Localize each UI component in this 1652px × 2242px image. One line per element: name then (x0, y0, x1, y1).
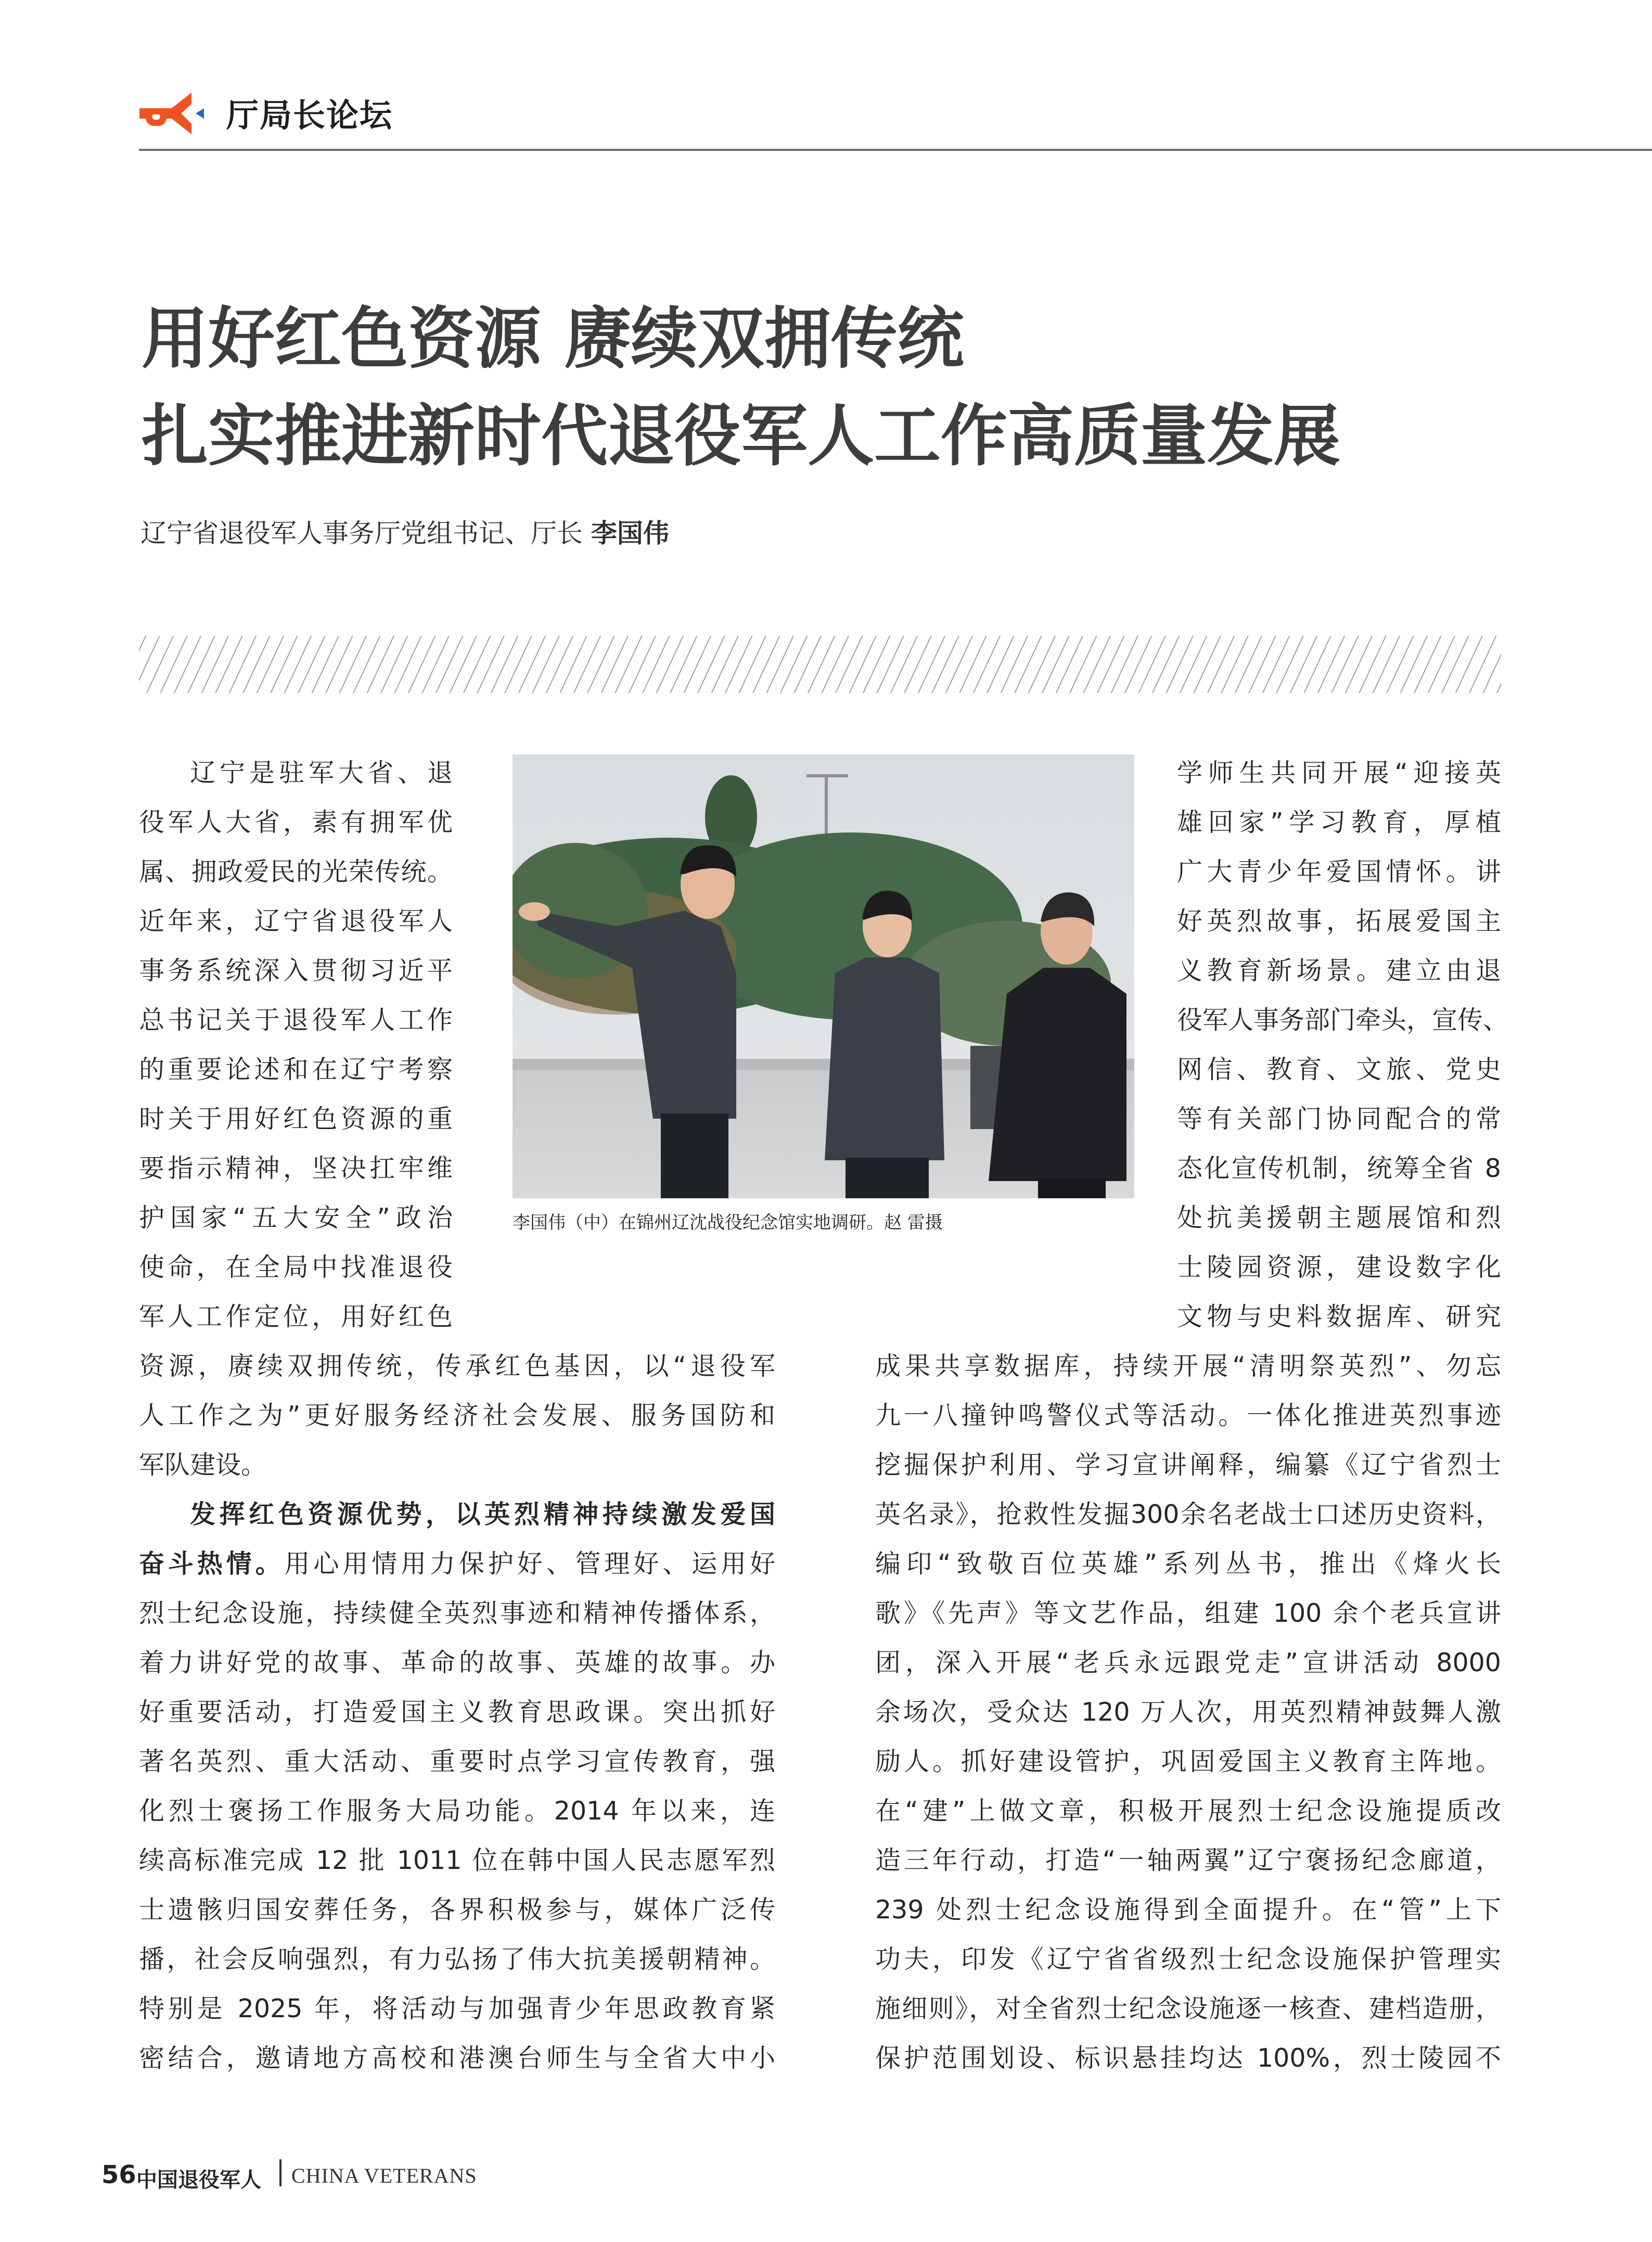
text-line: 学师生共同开展“迎接英 (1177, 758, 1501, 788)
byline (140, 513, 669, 550)
text-line: 挖掘保护利用、学习宣讲阐释，编纂《辽宁省烈士 (875, 1450, 1501, 1480)
text-line: 役军人事务部门牵头，宣传、 (1177, 1005, 1509, 1035)
text-line: 励人。抓好建设管护，巩固爱国主义教育主阵地。 (875, 1747, 1501, 1776)
text-line: 处抗美援朝主题展馆和烈 (1177, 1203, 1501, 1233)
text-line: 人工作之为”更好服务经济社会发展、服务国防和 (139, 1401, 775, 1430)
text-line: 好英烈故事，拓展爱国主 (1177, 906, 1501, 936)
text-line: 烈士纪念设施，持续健全英烈事迹和精神传播体系， (139, 1598, 775, 1628)
text-line: 播，社会反响强烈，有力弘扬了伟大抗美援朝精神。 (139, 1944, 775, 1974)
text-line: 九一八撞钟鸣警仪式等活动。一体化推进英烈事迹 (875, 1401, 1501, 1430)
text-line: 义教育新场景。建立由退 (1177, 956, 1501, 985)
text-line: 施细则》，对全省烈士纪念设施逐一核查、建档造册， (875, 1994, 1501, 2023)
article-photo (513, 754, 1134, 1198)
text-line: 编印“致敬百位英雄”系列丛书，推出《烽火长 (875, 1549, 1501, 1579)
text-line: 辽宁是驻军大省、退 (190, 758, 453, 788)
text-line: 续高标准完成 12 批 1011 位在韩中国人民志愿军烈 (139, 1846, 775, 1875)
text-line: 好重要活动，打造爱国主义教育思政课。突出抓好 (139, 1697, 775, 1727)
body-column-left-bottom (139, 1341, 775, 2083)
text-line: 军队建设。 (139, 1450, 267, 1480)
photo-caption: 李国伟（中）在锦州辽沈战役纪念馆实地调研。赵 雷摄 (513, 1212, 943, 1233)
text-line: 时关于用好红色资源的重 (139, 1104, 453, 1134)
text-line: 使命，在全局中找准退役 (139, 1252, 453, 1282)
text-line: 英名录》，抢救性发掘300余名老战士口述历史资料， (875, 1500, 1501, 1529)
text-line: 余场次，受众达 120 万人次，用英烈精神鼓舞人激 (875, 1697, 1501, 1727)
text-line: 著名英烈、重大活动、重要时点学习宣传教育，强 (139, 1747, 775, 1776)
byline-role: 辽宁省退役军人事务厅党组书记、厅长 (140, 518, 591, 548)
header-divider (139, 149, 1652, 151)
magazine-name-cn: 中国退役军人 (136, 2168, 261, 2192)
text-line: 的重要论述和在辽宁考察 (139, 1055, 453, 1084)
text-line: 成果共享数据库，持续开展“清明祭英烈”、勿忘 (875, 1351, 1501, 1381)
text-line: 化烈士褒扬工作服务大局功能。2014 年以来，连 (139, 1796, 775, 1826)
text-line: 团，深入开展“老兵永远跟党走”宣讲活动 8000 (875, 1648, 1501, 1677)
text-line: 要指示精神，坚决扛牢维 (139, 1154, 453, 1183)
text-line: 密结合，邀请地方高校和港澳台师生与全省大中小 (139, 2043, 775, 2073)
text-line: 网信、教育、文旅、党史 (1177, 1055, 1501, 1084)
article-title-line-1: 用好红色资源 赓续双拥传统 (142, 300, 964, 378)
text-line: 保护范围划设、标识悬挂均达 100%，烈士陵园不 (875, 2043, 1501, 2073)
footer-separator (279, 2159, 281, 2186)
article-title-line-2: 扎实推进新时代退役军人工作高质量发展 (142, 398, 1341, 475)
section-label: 厅局长论坛 (226, 96, 393, 134)
section-heading-end: 奋斗热情。 (139, 1549, 285, 1579)
magazine-name-en: CHINA VETERANS (291, 2164, 477, 2187)
text-line: 等有关部门协同配合的常 (1177, 1104, 1501, 1134)
body-column-left-top (139, 748, 453, 1341)
text-line: 士陵园资源，建设数字化 (1177, 1252, 1501, 1282)
photo-illustration (513, 754, 1134, 1198)
text-line: 造三年行动，打造“一轴两翼”辽宁褒扬纪念廊道， (875, 1846, 1501, 1875)
text-line: 文物与史料数据库、研究 (1177, 1302, 1501, 1331)
decorative-hatch-band (139, 636, 1501, 693)
text-run: 用心用情用力保护好、管理好、运用好 (284, 1549, 775, 1579)
body-column-right-top (1177, 748, 1509, 1341)
text-line: 态化宣传机制，统筹全省 8 (1177, 1154, 1501, 1183)
text-line: 事务系统深入贯彻习近平 (139, 956, 453, 985)
section-heading: 发挥红色资源优势，以英烈精神持续激发爱国 (190, 1500, 775, 1529)
text-line: 歌》《先声》等文艺作品，组建 100 余个老兵宣讲 (875, 1598, 1501, 1628)
text-line: 特别是 2025 年，将活动与加强青少年思政教育紧 (139, 1994, 775, 2023)
text-line: 护国家“五大安全”政治 (139, 1203, 453, 1233)
text-line: 役军人大省，素有拥军优 (139, 808, 453, 837)
text-line: 功夫，印发《辽宁省省级烈士纪念设施保护管理实 (875, 1944, 1501, 1974)
text-line: 着力讲好党的故事、革命的故事、英雄的故事。办 (139, 1648, 775, 1677)
text-line: 总书记关于退役军人工作 (139, 1005, 453, 1035)
magazine-logo-icon (139, 93, 204, 134)
text-line: 士遗骸归国安葬任务，各界积极参与，媒体广泛传 (139, 1895, 775, 1925)
text-line: 雄回家”学习教育，厚植 (1177, 808, 1501, 837)
body-column-right-bottom (875, 1341, 1501, 2083)
text-line: 属、拥政爱民的光荣传统。 (139, 857, 453, 887)
text-line: 239 处烈士纪念设施得到全面提升。在“管”上下 (875, 1895, 1501, 1925)
text-line: 资源，赓续双拥传统，传承红色基因，以“退役军 (139, 1351, 775, 1381)
text-line: 在“建”上做文章，积极开展烈士纪念设施提质改 (875, 1796, 1501, 1826)
text-line: 军人工作定位，用好红色 (139, 1302, 453, 1331)
page-number: 56 (101, 2160, 136, 2189)
text-line: 近年来，辽宁省退役军人 (139, 906, 453, 936)
author-name: 李国伟 (591, 518, 669, 548)
text-line: 广大青少年爱国情怀。讲 (1177, 857, 1501, 887)
text-line (139, 1539, 775, 1588)
